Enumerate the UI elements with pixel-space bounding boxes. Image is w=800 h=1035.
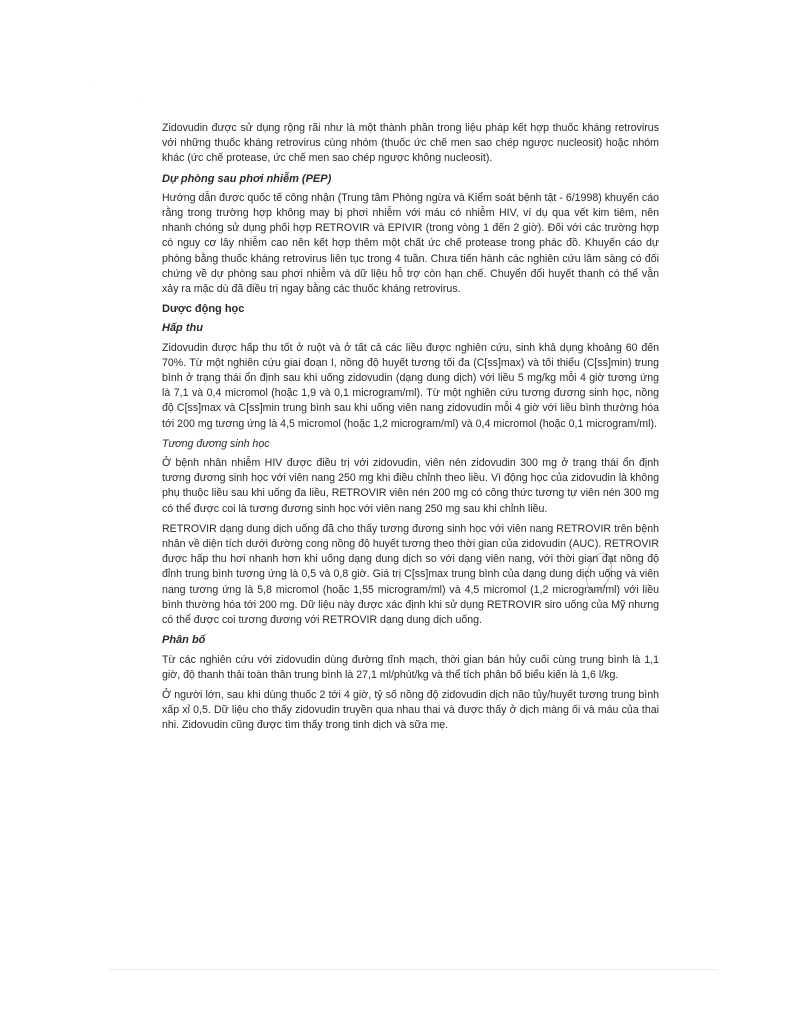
- bioequivalence-paragraph-1: Ở bệnh nhân nhiễm HIV được điều trị với zidovudin, viên nén zidovudin 300 mg ở trạng thái ổn định tương đương sinh học với viên nang 250 mg khi điều chỉnh theo liều. Vì động học của zidovudin là không phụ thuộc liều sau khi uống đa liều, RETROVIR viên nén 200 mg có công thức tương tự viên nén 300 mg có thể được coi là tương đương sinh học với viên nang 250 mg sau khi chỉnh liều.: [162, 457, 659, 515]
- document-body: [162, 121, 659, 739]
- scan-artifact: ·: [92, 78, 95, 88]
- intro-paragraph: Zidovudin được sử dụng rộng rãi như là một thành phần trong liệu pháp kết hợp thuốc kháng retrovirus với những thuốc kháng retrovirus cùng nhóm (thuốc ức chế men sao chép ngược nucleosit) hoặc nhóm khác (ức chế protease, ức chế men sao chép ngược không nucleosit).: [162, 122, 659, 165]
- absorption-paragraph: Zidovudin được hấp thu tốt ở ruột và ở tất cả các liều được nghiên cứu, sinh khả dụng khoảng 60 đến 70%. Từ một nghiên cứu giai đoạn I, nồng độ huyết tương tối đa (C[ss]max) và tối thiểu (C[ss]min) trung bình ở trạng thái ổn định sau khi uống zidovudin (dạng dung dịch) với liều 5 mg/kg mỗi 4 giờ tương ứng là 7,1 và 0,4 micromol (hoặc 1,9 và 0,1 microgram/ml). Từ một nghiên cứu tương đương sinh học, nồng độ C[ss]max và C[ss]min trung bình sau khi uống viên nang zidovudin mỗi 4 giờ với liều bình thường hóa tới 200 mg tương ứng là 4,5 micromol (hoặc 1,2 microgram/ml) và 0,4 micromol (hoặc 0,1 microgram/ml).: [162, 341, 659, 430]
- page-bottom-rule: [108, 969, 718, 970]
- pep-heading: Dự phòng sau phơi nhiễm (PEP): [162, 172, 332, 185]
- bioequivalence-heading: Tương đương sinh học: [162, 437, 270, 450]
- bioequivalence-paragraph-2: RETROVIR dạng dung dịch uống đã cho thấy tương đương sinh học với viên nang RETROVIR trên bệnh nhân về diện tích dưới đường cong nồng độ huyết tương theo thời gian của zidovudin (AUC). RETROVIR được hấp thu hơi nhanh hơn khi uống dạng dung dịch so với dạng viên nang, với thời gian đạt nồng độ đỉnh trung bình tương ứng là 0,5 và 0,8 giờ. Giá trị C[ss]max trung bình của dạng dung dịch uống và viên nang tương ứng là 5,8 micromol (hoặc 1,55 microgram/ml) và 4,5 micromol (1,2 microgram/ml) với liều bình thường hóa tới 200 mg. Dữ liệu này được xác định khi sử dụng RETROVIR siro uống của Mỹ nhưng có thể được coi tương đương với RETROVIR dạng dung dịch uống.: [162, 522, 659, 627]
- scan-artifact: ·: [140, 94, 143, 104]
- absorption-heading: Hấp thu: [162, 322, 203, 335]
- distribution-paragraph-1: Từ các nghiên cứu với zidovudin dùng đường tĩnh mạch, thời gian bán hủy cuối cùng trung bình là 1,1 giờ, độ thanh thải toàn thân trung bình là 27,1 ml/phút/kg và thể tích phân bố biểu kiến là 1,6 l/kg.: [162, 653, 659, 681]
- pharmacokinetics-heading: Dược động học: [162, 303, 245, 316]
- distribution-heading: Phân bố: [162, 634, 206, 647]
- pep-paragraph: Hướng dẫn được quốc tế công nhận (Trung tâm Phòng ngừa và Kiểm soát bệnh tật - 6/1998) khuyến cáo rằng trong trường hợp không may bị phơi nhiễm với máu có nhiễm HIV, ví dụ qua vết kim tiêm, nên nhanh chóng sử dụng phối hợp RETROVIR và EPIVIR (trong vòng 1 đến 2 giờ). Đối với các trường hợp có nguy cơ lây nhiễm cao nên kết hợp thêm một chất ức chế protease trong phác đồ. Khuyến cáo dự phòng bằng thuốc kháng retrovirus liên tục trong 4 tuần. Chưa tiến hành các nghiên cứu lâm sàng có đối chứng về dự phòng sau phơi nhiễm và dữ liệu hỗ trợ còn hạn chế. Chuyển đổi huyết thanh có thể vẫn xảy ra mặc dù đã điều trị ngay bằng các thuốc kháng retrovirus.: [162, 191, 659, 296]
- distribution-paragraph-2: Ở người lớn, sau khi dùng thuốc 2 tới 4 giờ, tỷ số nồng độ zidovudin dịch não tủy/huyết tương trung bình xấp xỉ 0,5. Dữ liệu cho thấy zidovudin truyền qua nhau thai và được thấy ở dịch màng ối và máu của thai nhi. Zidovudin cũng được tìm thấy trong tinh dịch và sữa mẹ.: [162, 688, 659, 732]
